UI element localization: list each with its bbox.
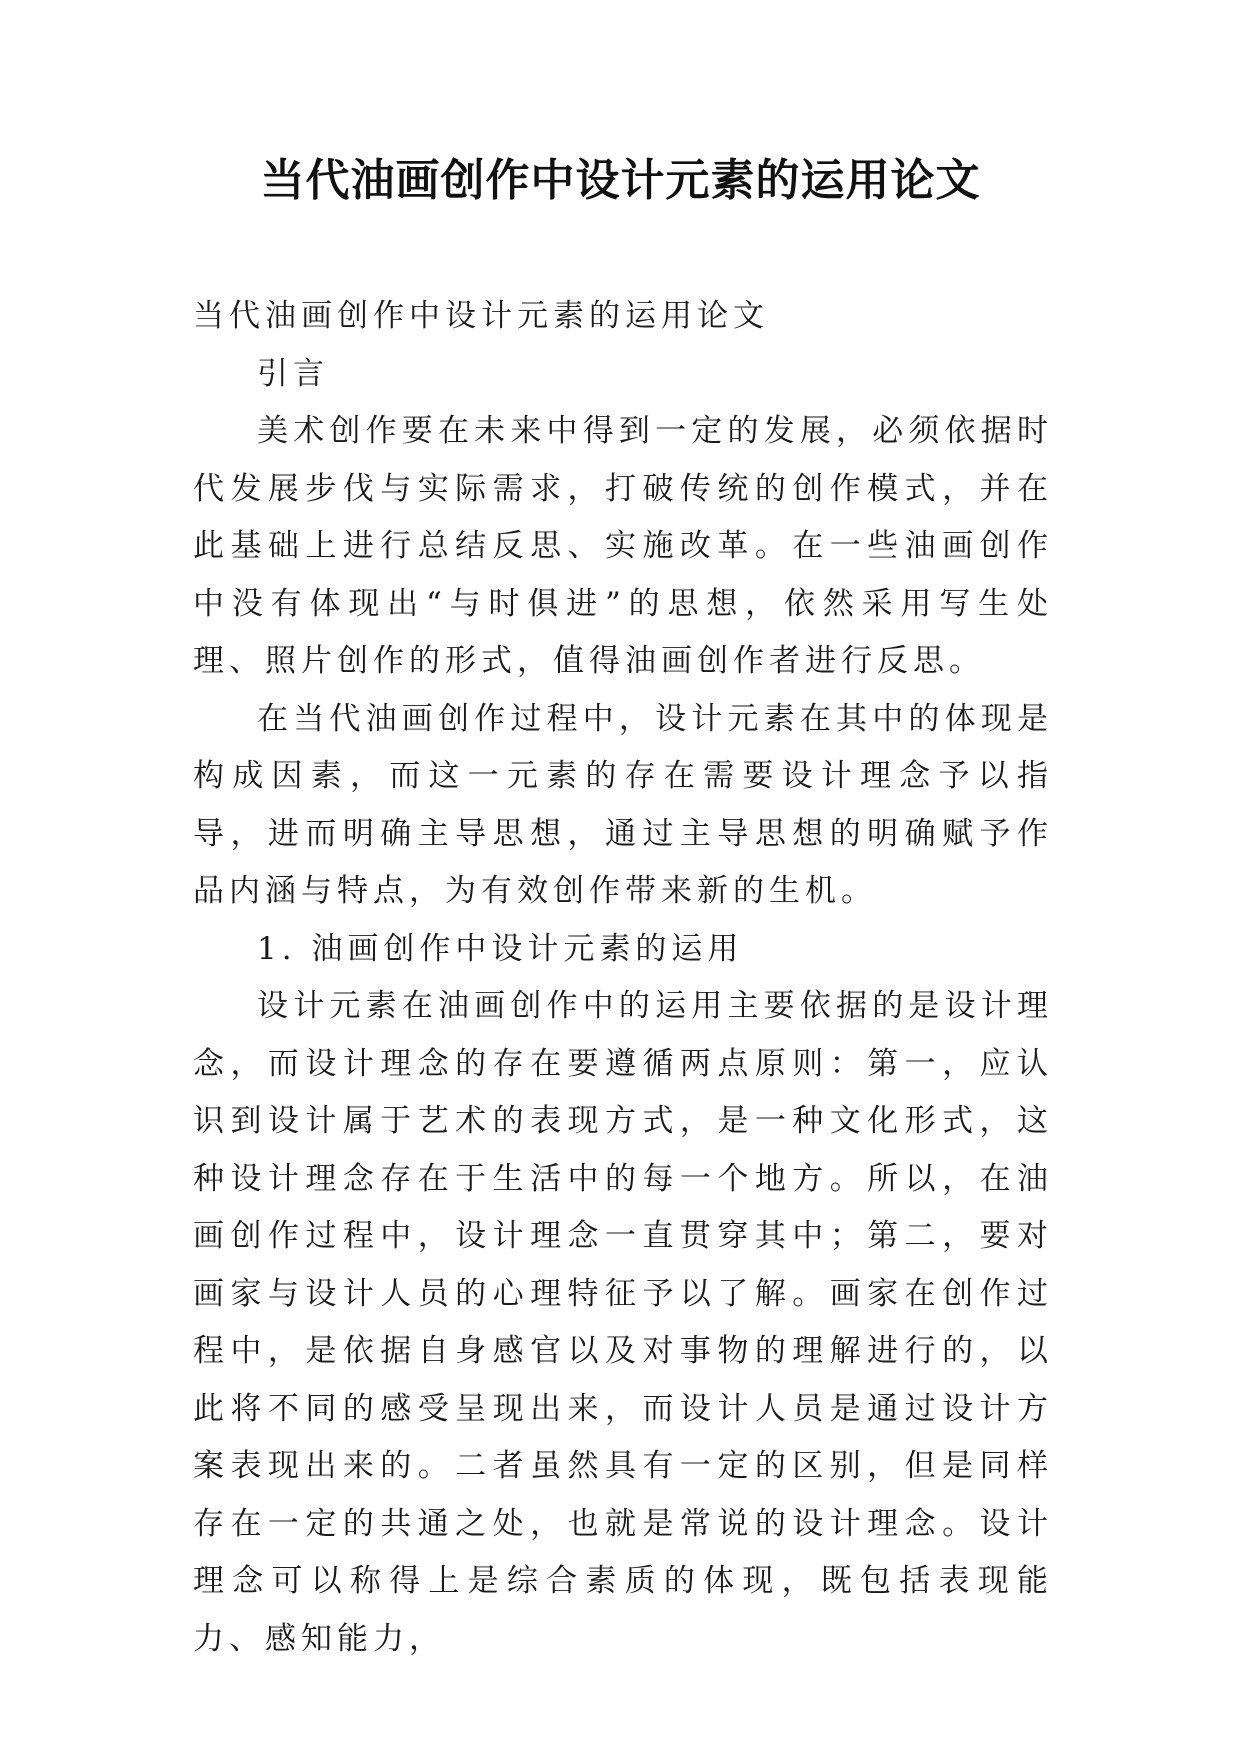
paragraph-heading-introduction: 引言: [257, 355, 329, 392]
paragraph: 设计元素在油画创作中的运用主要依据的是设计理念，而设计理念的存在要遵循两点原则：第一，应认识到设计属于艺术的表现方式，是一种文化形式，这种设计理念存在于生活中的每一个地方。所以，在油画创作过程中，设计理念一直贯穿其中；第二，要对画家与设计人员的心理特征予以了解。画家在创作过程中，是依据自身感官以及对事物的理解进行的，以此将不同的感受呈现出来，而设计人员是通过设计方案表现出来的。二者虽然具有一定的区别，但是同样存在一定的共通之处，也就是常说的设计理念。设计理念可以称得上是综合素质的体现，既包括表现能力、感知能力，: [193, 988, 1053, 1657]
paragraph: 美术创作要在未来中得到一定的发展，必须依据时代发展步伐与实际需求，打破传统的创作模式，并在此基础上进行总结反思、实施改革。在一些油画创作中没有体现出“与时俱进”的思想，依然采用写生处理、照片创作的形式，值得油画创作者进行反思。: [193, 413, 1053, 679]
document-title: 当代油画创作中设计元素的运用论文: [260, 155, 981, 206]
paragraph-subtitle: 当代油画创作中设计元素的运用论文: [193, 298, 769, 334]
document-body: [193, 288, 1053, 1668]
paragraph: 在当代油画创作过程中，设计元素在其中的体现是构成因素，而这一元素的存在需要设计理念予以指导，进而明确主导思想，通过主导思想的明确赋予作品内涵与特点，为有效创作带来新的生机。: [193, 700, 1053, 909]
paragraph-section-heading: 1. 油画创作中设计元素的运用: [257, 930, 744, 967]
